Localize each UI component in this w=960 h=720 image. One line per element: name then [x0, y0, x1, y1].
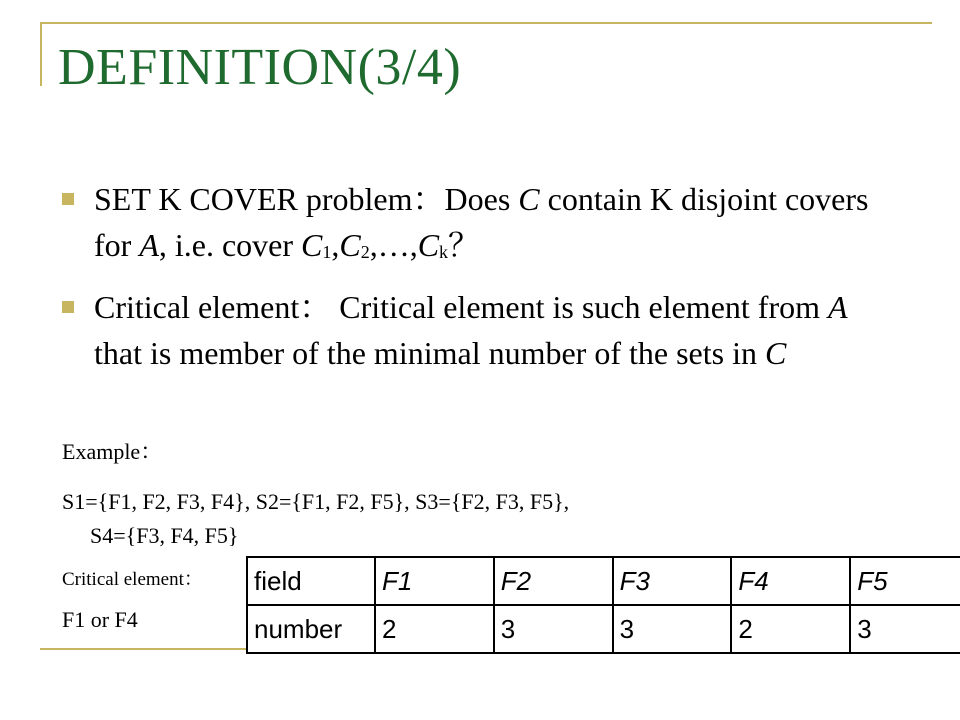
table-cell: 3 [613, 605, 732, 653]
table-cell: 3 [850, 605, 960, 653]
table-cell: F2 [494, 557, 613, 605]
critical-answer: F1 or F4 [62, 607, 138, 632]
table-cell: 2 [375, 605, 494, 653]
critical-label: Critical element： [62, 569, 203, 590]
table-cell: F1 [375, 557, 494, 605]
table-cell: F5 [850, 557, 960, 605]
table-cell: F3 [613, 557, 732, 605]
square-bullet-icon [62, 301, 74, 313]
square-bullet-icon [62, 193, 74, 205]
example-label: Example： [62, 439, 163, 464]
frame-top-line [40, 22, 932, 24]
sets-line-2: S4={F3, F4, F5} [90, 523, 239, 548]
bullet-text: SET K COVER problem：Does C contain K disjoint covers for A, i.e. cover $C_1,C_2,\dots,C_k$？ [94, 181, 869, 263]
slide-title: DEFINITION(3/4) [58, 39, 462, 96]
table-row [247, 557, 960, 605]
frame-left-line [40, 22, 42, 86]
table-cell: 3 [494, 605, 613, 653]
critical-element-table [246, 556, 960, 654]
table-cell: 2 [731, 605, 850, 653]
sets-line-1: S1={F1, F2, F3, F4}, S2={F1, F2, F5}, S3={F2, F3, F5}, [62, 489, 570, 514]
table-cell: number [247, 605, 375, 653]
table-cell: field [247, 557, 375, 605]
bullet-text: Critical element： Critical element is such element from A that is member of the minimal number of the sets in C [94, 289, 848, 371]
table-cell: F4 [731, 557, 850, 605]
table-row [247, 605, 960, 653]
